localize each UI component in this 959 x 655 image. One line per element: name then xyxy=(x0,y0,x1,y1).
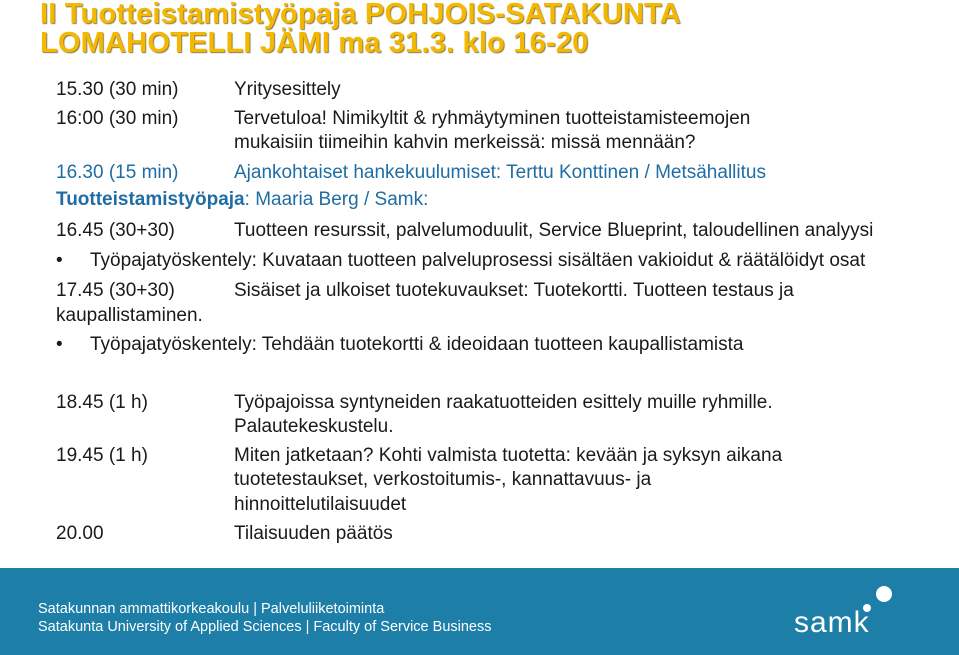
footer-line-1: Satakunnan ammattikorkeakoulu | Palveluliiketoiminta xyxy=(38,601,385,617)
bullet-2: • xyxy=(56,334,63,355)
desc-2b: mukaisiin tiimeihin kahvin merkeissä: missä mennään? xyxy=(234,132,696,153)
title-line-2: LOMAHOTELLI JÄMI ma 31.3. klo 16-20 xyxy=(40,27,589,59)
bullet-2-text: Työpajatyöskentely: Tehdään tuotekortti & ideoidaan tuotteen kaupallistamista xyxy=(90,334,744,355)
samk-logo: samk xyxy=(794,606,870,639)
time-5: 16.45 (30+30) xyxy=(56,220,175,241)
workshop-heading-rest: : Maaria Berg / Samk: xyxy=(244,189,429,210)
desc-1: Yritysesittely xyxy=(234,79,341,100)
desc-3: Ajankohtaiset hankekuulumiset: Terttu Konttinen / Metsähallitus xyxy=(234,162,766,183)
time-3: 16.30 (15 min) xyxy=(56,162,179,183)
desc-7: Sisäiset ja ulkoiset tuotekuvaukset: Tuotekortti. Tuotteen testaus ja xyxy=(234,280,794,301)
desc-10b: tuotetestaukset, verkostoitumis-, kannattavuus- ja xyxy=(234,469,652,490)
time-10: 19.45 (1 h) xyxy=(56,445,148,466)
desc-9a: Työpajoissa syntyneiden raakatuotteiden esittely muille ryhmille. xyxy=(234,392,773,413)
desc-5: Tuotteen resurssit, palvelumoduulit, Service Blueprint, taloudellinen analyysi xyxy=(234,220,874,241)
bullet-1: • xyxy=(56,250,63,271)
time-1: 15.30 (30 min) xyxy=(56,79,179,100)
workshop-heading xyxy=(56,189,428,211)
title-line-1: II Tuotteistamistyöpaja POHJOIS-SATAKUNTA xyxy=(40,0,681,30)
time-7: 17.45 (30+30) xyxy=(56,280,175,301)
desc-7-cont: kaupallistaminen. xyxy=(56,305,203,326)
desc-11: Tilaisuuden päätös xyxy=(234,523,393,544)
time-2: 16:00 (30 min) xyxy=(56,108,179,129)
time-9: 18.45 (1 h) xyxy=(56,392,148,413)
workshop-heading-bold: Tuotteistamistyöpaja xyxy=(56,189,245,210)
page-title xyxy=(40,0,681,58)
desc-9b: Palautekeskustelu. xyxy=(234,416,394,437)
desc-10c: hinnoittelutilaisuudet xyxy=(234,494,407,515)
bullet-1-text: Työpajatyöskentely: Kuvataan tuotteen palveluprosessi sisältäen vakioidut & räätälöidyt osat xyxy=(90,250,866,271)
desc-10a: Miten jatketaan? Kohti valmista tuotetta: kevään ja syksyn aikana xyxy=(234,445,783,466)
time-11: 20.00 xyxy=(56,523,104,544)
footer-line-2: Satakunta University of Applied Sciences | Faculty of Service Business xyxy=(38,619,492,635)
desc-2a: Tervetuloa! Nimikyltit & ryhmäytyminen tuotteistamisteemojen xyxy=(234,108,751,129)
